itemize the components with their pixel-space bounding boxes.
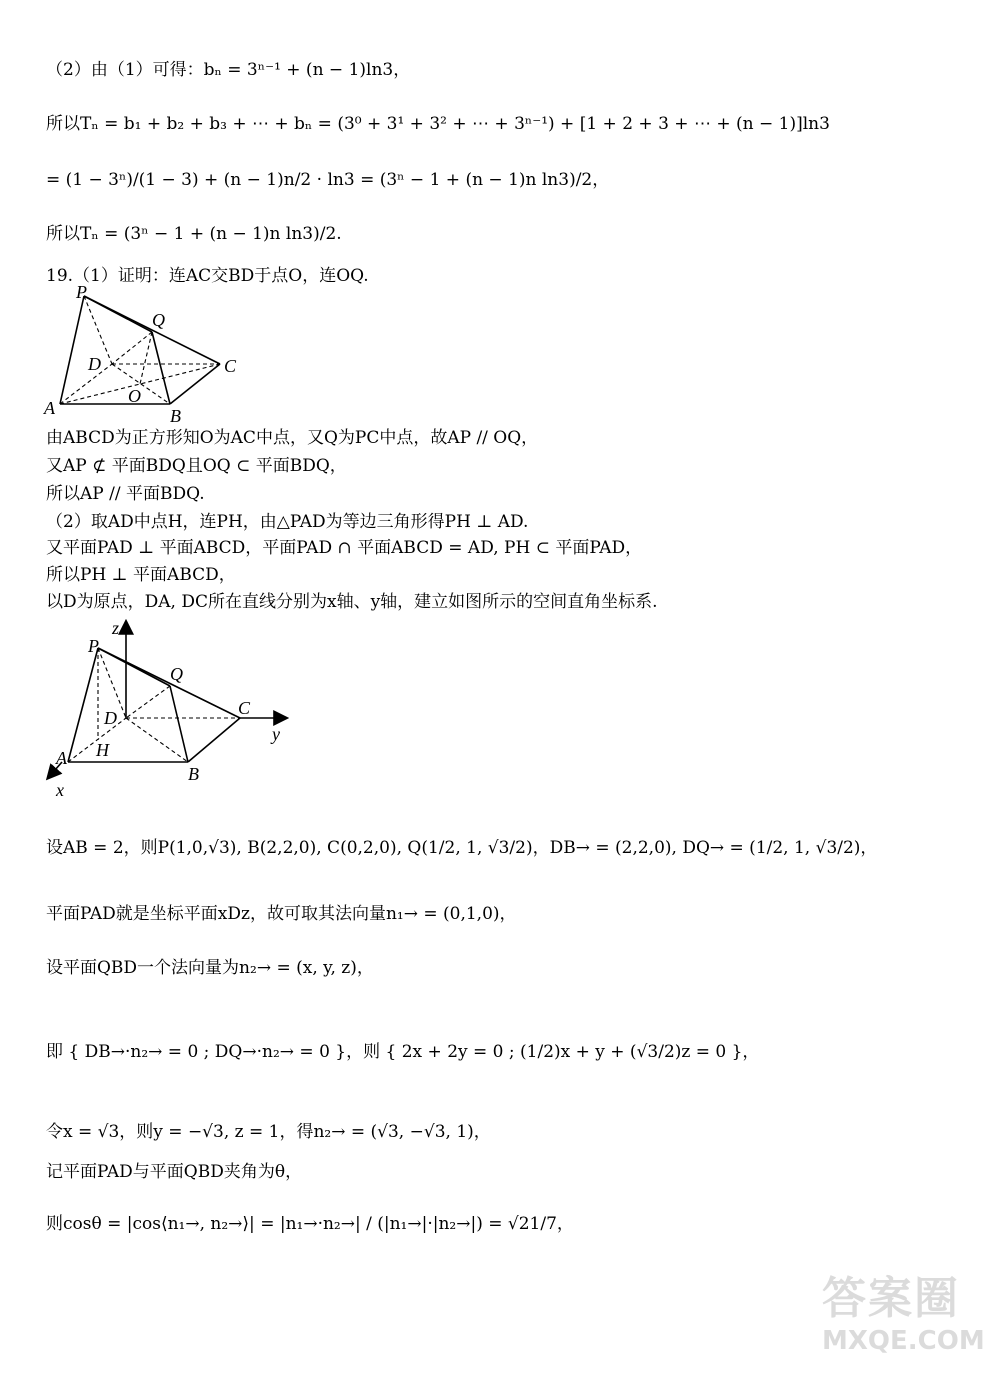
fig1-label-O: O — [128, 386, 141, 406]
line-part2-ph: （2）取AD中点H，连PH，由△PAD为等边三角形得PH ⊥ AD. — [46, 512, 529, 532]
edge-PA — [68, 648, 98, 762]
fig2-label-H: H — [96, 740, 109, 760]
line-ap-not-in-plane: 又AP ⊄ 平面BDQ且OQ ⊂ 平面BDQ， — [46, 456, 347, 476]
edge-PA — [60, 296, 84, 404]
pyramid-figure-2 — [40, 614, 300, 800]
pyramid-figure-1 — [40, 284, 250, 426]
edge-QD — [112, 332, 152, 364]
line-normal-n1: 平面PAD就是坐标平面xDz，故可取其法向量n₁→ = (0,1,0)， — [46, 904, 517, 924]
line-system-equations: 即 { DB→·n₂→ = 0 ; DQ→·n₂→ = 0 }，则 { 2x + 2y = 0 ; (1/2)x + y + (√3/2)z = 0 }， — [46, 1042, 760, 1062]
fig2-label-x: x — [56, 780, 64, 800]
watermark-cn: 答案圈 — [822, 1273, 960, 1324]
line-tn-sum: 所以Tₙ = b₁ + b₂ + b₃ + ⋯ + bₙ = (3⁰ + 3¹ + 3² + ⋯ + 3ⁿ⁻¹) + [1 + 2 + 3 + ⋯ + (n − 1)]ln3 — [46, 114, 830, 134]
fig2-label-A: A — [56, 748, 67, 768]
line-plane-perp: 又平面PAD ⊥ 平面ABCD，平面PAD ∩ 平面ABCD = AD, PH ⊂ 平面PAD， — [46, 538, 643, 558]
fig1-label-D: D — [88, 354, 101, 374]
edge-QD — [126, 686, 170, 718]
edge-BC — [188, 718, 240, 762]
fig1-label-A: A — [44, 398, 55, 418]
line-coordinates: 设AB = 2，则P(1,0,√3), B(2,2,0), C(0,2,0), Q(1/2, 1, √3/2)，DB→ = (2,2,0), DQ→ = (1/2, 1, √3/2)， — [46, 838, 878, 858]
line-bn-formula: （2）由（1）可得：bₙ = 3ⁿ⁻¹ + (n − 1)ln3， — [46, 60, 411, 80]
fig2-label-Q: Q — [170, 664, 183, 684]
line-tn-result: 所以Tₙ = (3ⁿ − 1 + (n − 1)n ln3)/2. — [46, 224, 342, 244]
fig2-label-B: B — [188, 764, 199, 784]
fig2-label-y: y — [272, 724, 280, 744]
edge-QO — [140, 332, 152, 384]
line-n2-solution: 令x = √3，则y = −√3, z = 1，得n₂→ = (√3, −√3, 1)， — [46, 1122, 491, 1142]
fig2-label-P: P — [88, 636, 99, 656]
fig1-label-Q: Q — [152, 310, 165, 330]
fig1-label-C: C — [224, 356, 237, 376]
line-normal-n2-def: 设平面QBD一个法向量为n₂→ = (x, y, z)， — [46, 958, 374, 978]
line-tn-simplify: = (1 − 3ⁿ)/(1 − 3) + (n − 1)n/2 · ln3 = (3ⁿ − 1 + (n − 1)n ln3)/2， — [46, 170, 610, 190]
edge-PQ — [84, 296, 152, 332]
line-cos-theta: 则cosθ = |cos⟨n₁→, n₂→⟩| = |n₁→·n₂→| / (|n₁→|·|n₂→|) = √21/7， — [46, 1214, 574, 1234]
line-ap-parallel-plane: 所以AP // 平面BDQ. — [46, 484, 205, 504]
fig1-label-B: B — [170, 406, 181, 426]
line-problem-19: 19.（1）证明：连AC交BD于点O，连OQ. — [46, 266, 369, 286]
watermark-en: MXQE.COM — [822, 1326, 985, 1356]
line-ph-perp-plane: 所以PH ⊥ 平面ABCD， — [46, 565, 236, 585]
fig1-label-P: P — [76, 284, 87, 302]
fig2-label-z: z — [112, 618, 120, 638]
watermark-logo — [822, 1262, 992, 1382]
edge-PQ — [98, 648, 170, 686]
line-ap-parallel-oq: 由ABCD为正方形知O为AC中点，又Q为PC中点，故AP // OQ， — [46, 428, 539, 448]
line-theta-def: 记平面PAD与平面QBD夹角为θ， — [46, 1162, 303, 1182]
line-coord-system: 以D为原点，DA, DC所在直线分别为x轴、y轴，建立如图所示的空间直角坐标系. — [46, 592, 658, 612]
fig2-label-D: D — [104, 708, 117, 728]
fig2-label-C: C — [238, 698, 251, 718]
edge-BC — [170, 364, 220, 404]
